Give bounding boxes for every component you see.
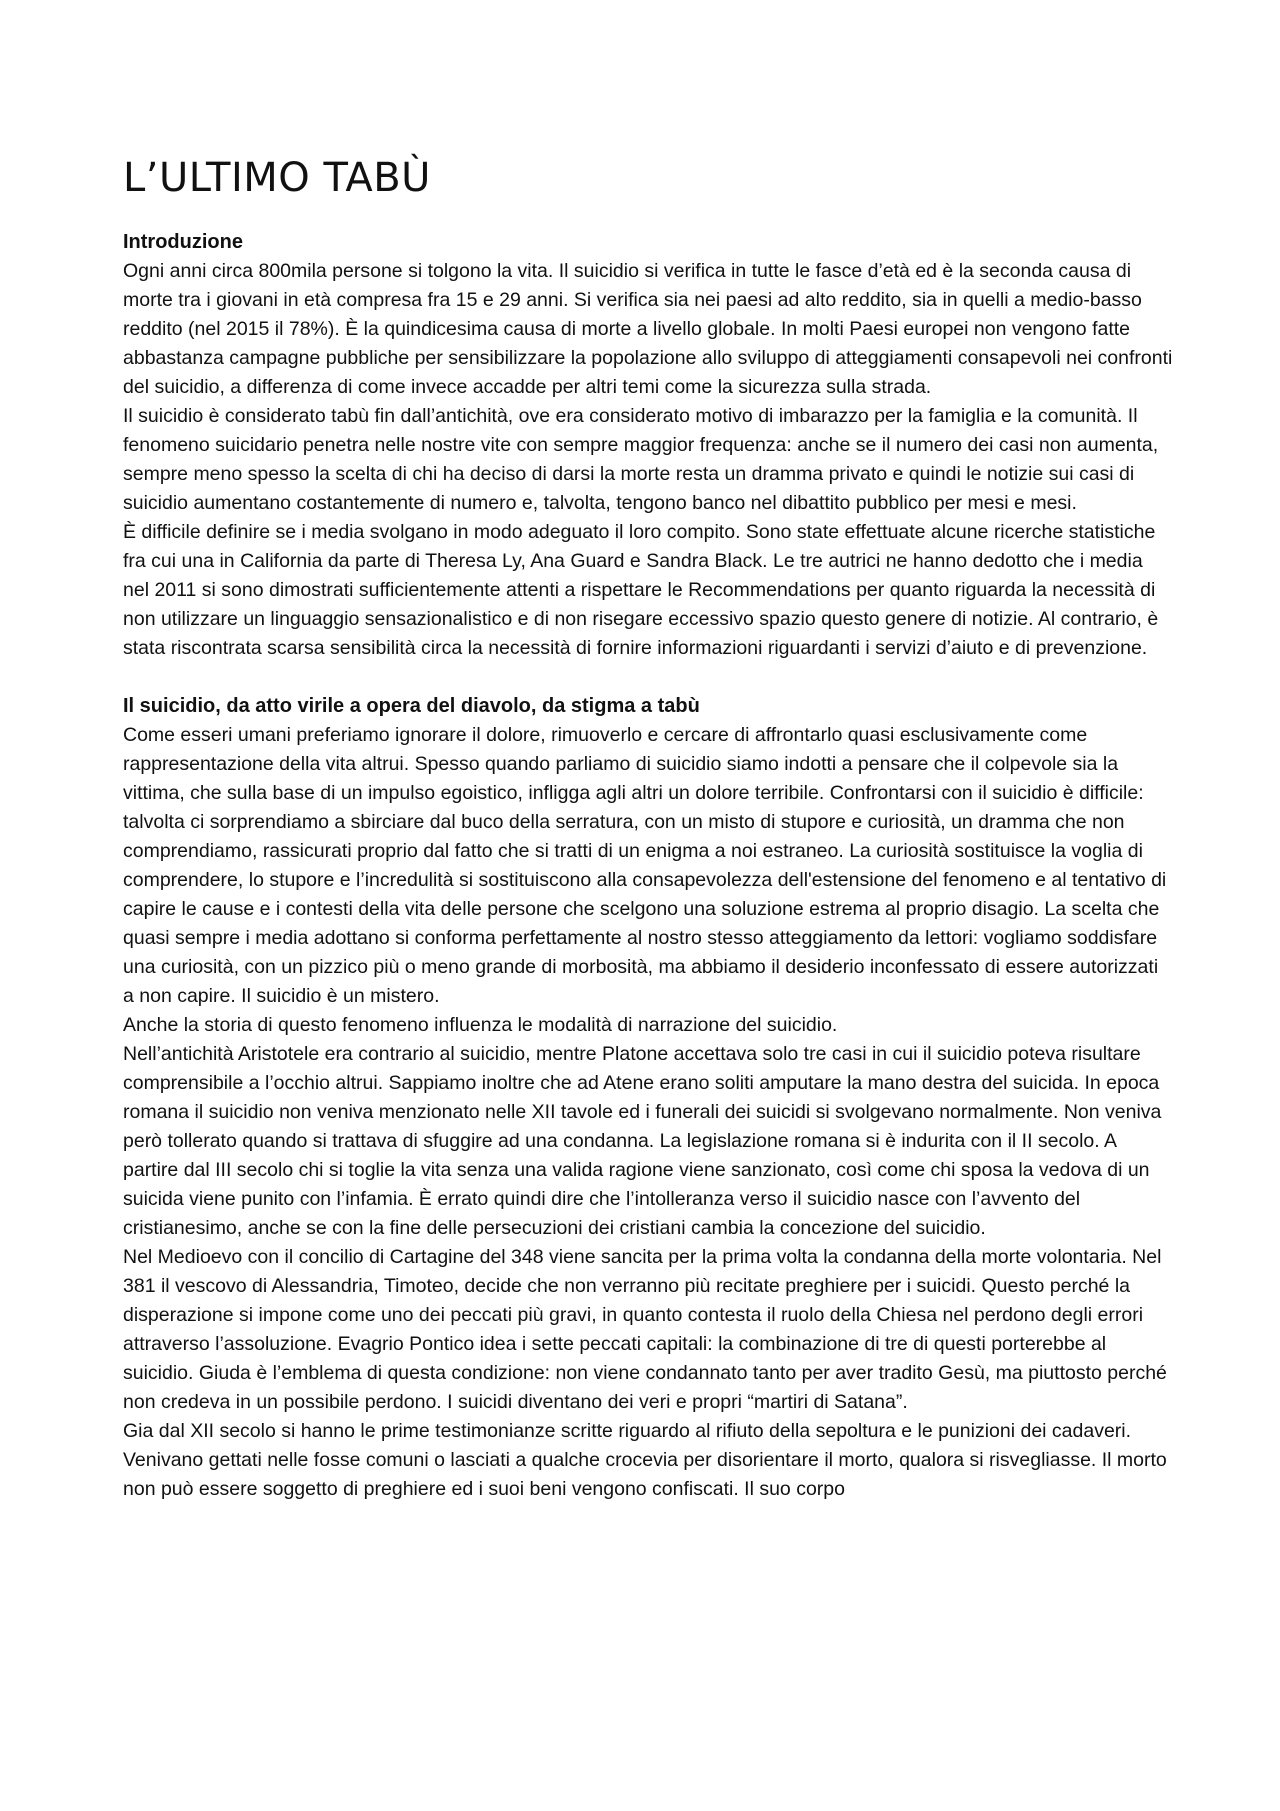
section-suicidio-storia bbox=[123, 692, 1173, 1504]
document-body bbox=[123, 150, 1173, 1533]
document-title: L’ULTIMO TABÙ bbox=[123, 155, 431, 201]
paragraph: È difficile definire se i media svolgano in modo adeguato il loro compito. Sono state effettuate alcune ricerche statistiche fra cui una in California da parte di Theresa Ly, Ana Guard e Sandra Black. Le tre autrici ne hanno dedotto che i media nel 2011 si sono dimostrati sufficientemente attenti a rispettare le Recommendations per quanto riguarda la necessità di non utilizzare un linguaggio sensazionalistico e di non risegare eccessivo spazio questo genere di notizie. Al contrario, è stata riscontrata scarsa sensibilità circa la necessità di fornire informazioni riguardanti i servizi d’aiuto e di prevenzione. bbox=[123, 521, 1159, 659]
paragraph: Come esseri umani preferiamo ignorare il dolore, rimuoverlo e cercare di affrontarlo quasi esclusivamente come rappresentazione della vita altrui. Spesso quando parliamo di suicidio siamo indotti a pensare che il colpevole sia la vittima, che sulla base di un impulso egoistico, infligga agli altri un dolore terribile. Confrontarsi con il suicidio è difficile: talvolta ci sorprendiamo a sbirciare dal buco della serratura, con un misto di stupore e curiosità, un dramma che non comprendiamo, rassicurati proprio dal fatto che si tratti di un enigma a noi estraneo. La curiosità sostituisce la voglia di comprendere, lo stupore e l’incredulità si sostituiscono alla consapevolezza dell'estensione del fenomeno e al tentativo di capire le cause e i contesti della vita delle persone che scelgono una soluzione estrema al proprio disagio. La scelta che quasi sempre i media adottano si conforma perfettamente al nostro stesso atteggiamento da lettori: vogliamo soddisfare una curiosità, con un pizzico più o meno grande di morbosità, ma abbiamo il desiderio inconfessato di essere autorizzati a non capire. Il suicidio è un mistero. bbox=[123, 724, 1167, 1007]
section-heading: Introduzione bbox=[123, 231, 243, 253]
paragraph: Il suicidio è considerato tabù fin dall’antichità, ove era considerato motivo di imbarazzo per la famiglia e la comunità. Il fenomeno suicidario penetra nelle nostre vite con sempre maggior frequenza: anche se il numero dei casi non aumenta, sempre meno spesso la scelta di chi ha deciso di darsi la morte resta un dramma privato e quindi le notizie sui casi di suicidio aumentano costantemente di numero e, talvolta, tengono banco nel dibattito pubblico per mesi e mesi. bbox=[123, 405, 1159, 514]
paragraph: Anche la storia di questo fenomeno influenza le modalità di narrazione del suicidio. bbox=[123, 1014, 838, 1036]
section-heading: Il suicidio, da atto virile a opera del diavolo, da stigma a tabù bbox=[123, 695, 700, 717]
paragraph: Nel Medioevo con il concilio di Cartagine del 348 viene sancita per la prima volta la condanna della morte volontaria. Nel 381 il vescovo di Alessandria, Timoteo, decide che non verranno più recitate preghiere per i suicidi. Questo perché la disperazione si impone come uno dei peccati più gravi, in quanto contesta il ruolo della Chiesa nel perdono degli errori attraverso l’assoluzione. Evagrio Pontico idea i sette peccati capitali: la combinazione di tre di questi porterebbe al suicidio. Giuda è l’emblema di questa condizione: non viene condannato tanto per aver tradito Gesù, ma piuttosto perché non credeva in un possibile perdono. I suicidi diventano dei veri e propri “martiri di Satana”. bbox=[123, 1246, 1167, 1413]
paragraph: Ogni anni circa 800mila persone si tolgono la vita. Il suicidio si verifica in tutte le fasce d’età ed è la seconda causa di morte tra i giovani in età compresa fra 15 e 29 anni. Si verifica sia nei paesi ad alto reddito, sia in quelli a medio-basso reddito (nel 2015 il 78%). È la quindicesima causa di morte a livello globale. In molti Paesi europei non vengono fatte abbastanza campagne pubbliche per sensibilizzare la popolazione allo sviluppo di atteggiamenti consapevoli nei confronti del suicidio, a differenza di come invece accadde per altri temi come la sicurezza sulla strada. bbox=[123, 260, 1173, 398]
section-introduzione bbox=[123, 228, 1173, 663]
paragraph: Nell’antichità Aristotele era contrario al suicidio, mentre Platone accettava solo tre casi in cui il suicidio poteva risultare comprensibile a l’occhio altrui. Sappiamo inoltre che ad Atene erano soliti amputare la mano destra del suicida. In epoca romana il suicidio non veniva menzionato nelle XII tavole ed i funerali dei suicidi si svolgevano normalmente. Non veniva però tollerato quando si trattava di sfuggire ad una condanna. La legislazione romana si è indurita con il II secolo. A partire dal III secolo chi si toglie la vita senza una valida ragione viene sanzionato, così come chi sposa la vedova di un suicida viene punito con l’infamia. È errato quindi dire che l’intolleranza verso il suicidio nasce con l’avvento del cristianesimo, anche se con la fine delle persecuzioni dei cristiani cambia la concezione del suicidio. bbox=[123, 1043, 1162, 1239]
paragraph: Gia dal XII secolo si hanno le prime testimonianze scritte riguardo al rifiuto della sepoltura e le punizioni dei cadaveri. Venivano gettati nelle fosse comuni o lasciati a qualche crocevia per disorientare il morto, qualora si risvegliasse. Il morto non può essere soggetto di preghiere ed i suoi beni vengono confiscati. Il suo corpo bbox=[123, 1420, 1167, 1500]
